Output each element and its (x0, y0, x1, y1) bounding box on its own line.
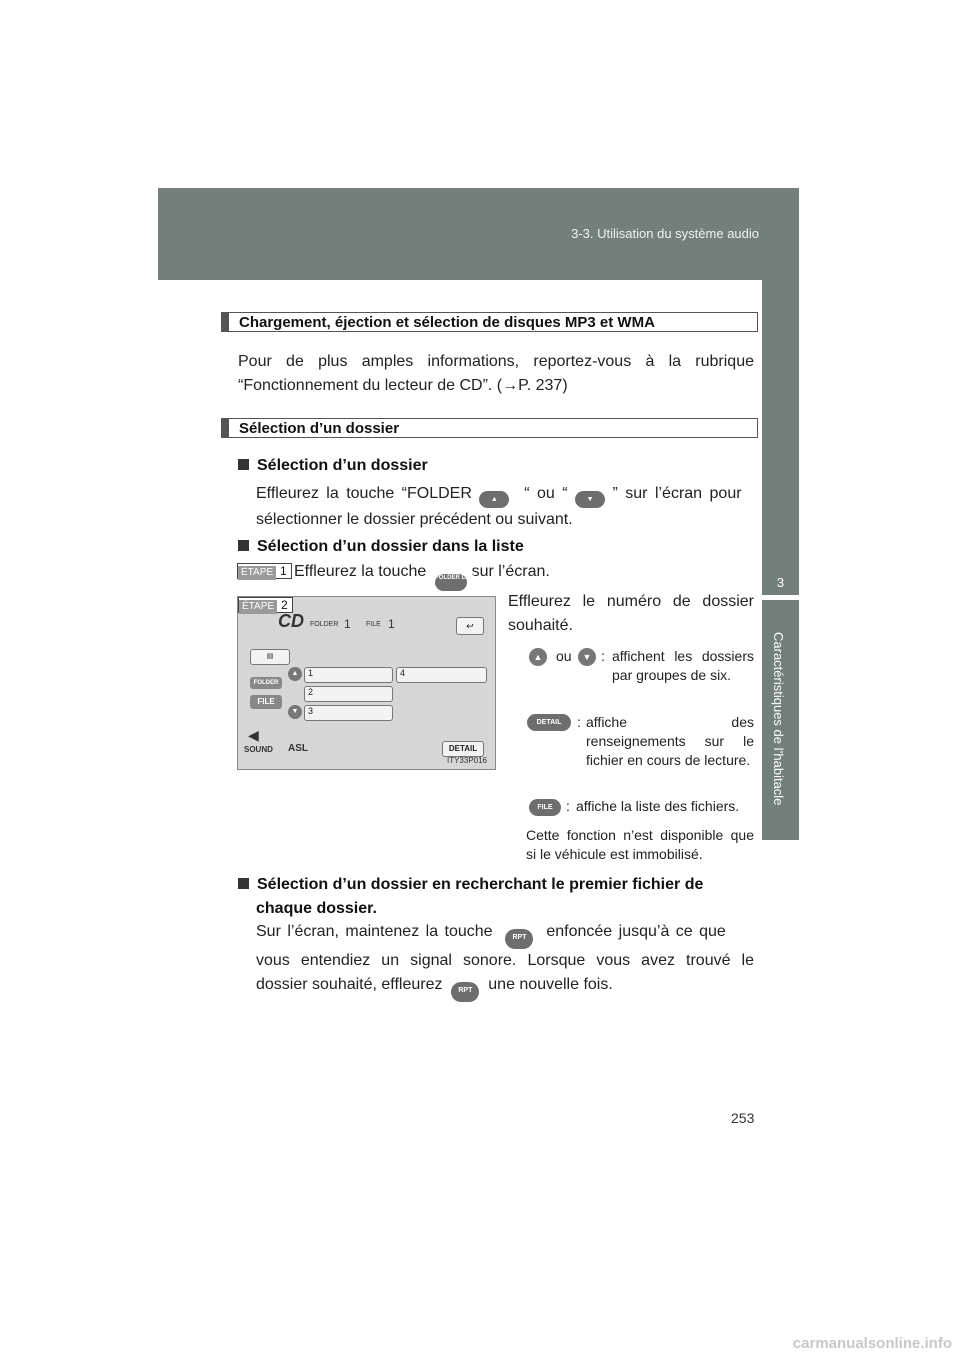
select-text-b: “ ou “ (524, 485, 568, 502)
legend-note: Cette fonction n’est disponible que si le véhicule est immobilisé. (526, 827, 754, 862)
side-tab-upper (762, 279, 799, 605)
section-title-folder: Sélection d’un dossier (239, 420, 400, 437)
legend-1-text: affichent les dossiers par groupes de six. (612, 648, 754, 683)
bullet-square-icon (238, 459, 249, 470)
search-text-a: Sur l’écran, maintenez la touche (256, 923, 493, 940)
search-text-e: une nouvelle fois. (488, 976, 613, 993)
page-number: 253 (731, 1110, 755, 1126)
bullet-heading-list-text: Sélection d’un dossier dans la liste (257, 538, 524, 555)
select-folder-text (256, 482, 754, 532)
step-2-text-a: Effleurez le numéro de dossier (508, 593, 754, 610)
search-heading-b: chaque dossier. (256, 900, 377, 917)
select-text-a: Effleurez la touche “FOLDER (256, 485, 472, 502)
rpt-button-icon: RPT (505, 929, 533, 949)
search-text-c: vous entendiez un signal sonore. Lorsque vous avez trouvé le (256, 952, 754, 969)
legend-3-text: affiche la liste des fichiers. (576, 798, 740, 814)
section-title-mp3: Chargement, éjection et sélection de disques MP3 et WMA (239, 314, 655, 331)
legend-2-colon: : (577, 714, 581, 730)
legend-2-text: affiche des renseignements sur le fichier en cours de lecture. (586, 714, 754, 768)
screen-item-4: 4 (396, 667, 487, 683)
legend-up-icon: ▲ (529, 648, 547, 666)
intro-paragraph (238, 350, 754, 398)
bullet-heading-select-text: Sélection d’un dossier (257, 457, 428, 474)
search-text-d: dossier souhaité, effleurez (256, 976, 443, 993)
folder-up-button-icon: ▲ (479, 491, 509, 508)
folder-list-button-icon: FOLDER LIST (435, 574, 467, 591)
screen-item-3: 3 (304, 705, 393, 721)
header-section-title: 3-3. Utilisation du système audio (571, 226, 759, 241)
chapter-label-wrap (771, 632, 791, 822)
screen-up-arrow-icon: ▲ (288, 667, 302, 681)
bullet-heading-search (238, 873, 754, 921)
screen-file-label: FILE (366, 621, 381, 628)
bullet-square-icon (238, 878, 249, 889)
legend-down-icon: ▼ (578, 648, 596, 666)
legend-1-colon: : (601, 648, 605, 664)
legend-file-icon: FILE (529, 799, 561, 816)
screen-folder-list-button: ▤ (250, 649, 290, 665)
select-text-d: sélectionner le dossier précédent ou suivant. (256, 511, 573, 528)
bullet-square-icon (238, 540, 249, 551)
bullet-heading-list (238, 538, 524, 556)
screen-detail-button: DETAIL (442, 741, 484, 757)
watermark-logo: carmanualsonline.info (792, 1335, 952, 1352)
screen-folder-label: FOLDER (310, 621, 339, 628)
screen-down-arrow-icon: ▼ (288, 705, 302, 719)
screen-image-code: ITY33P016 (446, 756, 487, 765)
bullet-heading-select (238, 457, 428, 475)
step-1-text-a: Effleurez la touche (294, 563, 427, 580)
step-1-text (294, 560, 594, 591)
screen-folder-value: 1 (344, 617, 351, 631)
section-bar-folder (221, 418, 758, 438)
step-2-text (508, 590, 754, 638)
screen-item-1: 1 (304, 667, 393, 683)
screen-speaker-icon: ◀ (248, 727, 259, 743)
screen-file-button: FILE (250, 695, 282, 709)
screen-cd-logo: CD (278, 611, 304, 631)
search-text (256, 920, 754, 1002)
step-1-text-b: sur l’écran. (471, 563, 550, 580)
chapter-label: Caractéristiques de l’habitacle (771, 632, 786, 806)
screen-item-2: 2 (304, 686, 393, 702)
screen-back-icon: ↩ (456, 617, 484, 635)
intro-line-1: Pour de plus amples informations, reportez-vous à la rubrique (238, 353, 754, 370)
screen-sound-label: SOUND (244, 745, 273, 754)
screen-file-value: 1 (388, 617, 395, 631)
section-bar-mp3 (221, 312, 758, 332)
step-2-number: 2 (281, 598, 288, 612)
rpt-button-icon-2: RPT (451, 982, 479, 1002)
legend-or: ou (556, 648, 572, 664)
folder-down-button-icon: ▼ (575, 491, 605, 508)
step-1-label: ÉTAPE (238, 566, 276, 580)
legend-3-colon: : (566, 798, 570, 814)
step-2-text-b: souhaité. (508, 617, 573, 634)
search-text-b: enfoncée jusqu’à ce que (546, 923, 726, 940)
audio-screen-illustration (237, 596, 496, 770)
step-2-label: ÉTAPE (239, 600, 277, 614)
intro-line-2: “Fonctionnement du lecteur de CD”. (→P. 237) (238, 377, 568, 394)
legend-detail-icon: DETAIL (527, 714, 571, 731)
select-text-c: ” sur l’écran pour (612, 485, 742, 502)
search-heading-a: Sélection d’un dossier en recherchant le premier fichier de (257, 876, 704, 893)
screen-asl-label: ASL (288, 743, 308, 754)
page-header (158, 188, 799, 280)
screen-folder-button: FOLDER (250, 677, 282, 689)
chapter-number: 3 (776, 575, 785, 590)
step-1-number: 1 (280, 564, 287, 578)
step-1-badge (237, 563, 292, 579)
